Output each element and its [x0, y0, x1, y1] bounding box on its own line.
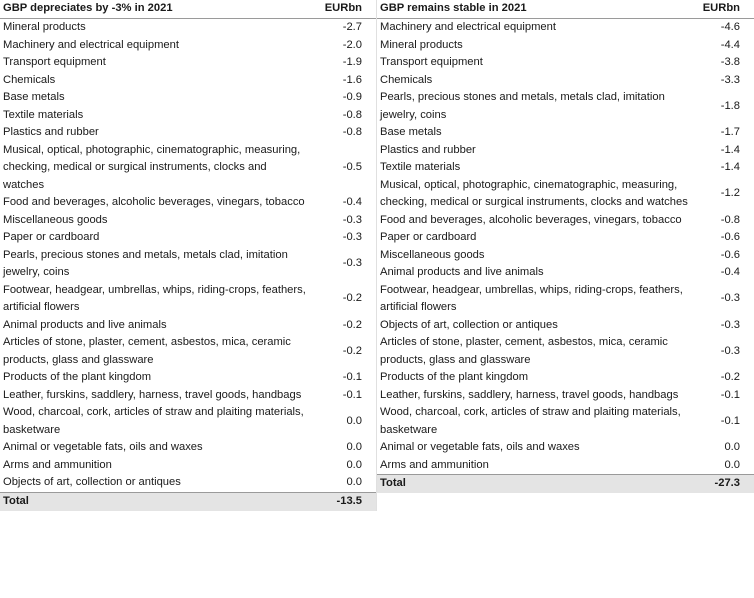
table-row	[0, 387, 376, 405]
row-value: -0.2	[342, 292, 362, 305]
right-panel	[377, 0, 754, 511]
table-row	[0, 212, 376, 230]
row-label: Leather, furskins, saddlery, harness, travel goods, handbags	[3, 388, 302, 401]
row-value: -0.6	[720, 231, 740, 243]
table-row	[377, 124, 754, 142]
row-value: -0.3	[720, 344, 740, 357]
row-label: Footwear, headgear, umbrellas, whips, riding-crops, feathers, artificial flowers	[380, 283, 683, 313]
row-label: Products of the plant kingdom	[380, 371, 529, 383]
row-value: -0.6	[720, 248, 740, 261]
row-value: -0.3	[342, 213, 362, 226]
table-row	[0, 19, 376, 37]
table-row	[0, 229, 376, 247]
row-label: Wood, charcoal, cork, articles of straw and plaiting materials, basketware	[380, 406, 681, 436]
table-row	[0, 247, 376, 282]
row-label: Machinery and electrical equipment	[3, 38, 179, 51]
row-label: Base metals	[3, 91, 65, 103]
row-value: -0.2	[342, 318, 362, 331]
table-row	[377, 404, 754, 439]
row-value: -0.3	[720, 318, 740, 331]
row-value: -0.2	[342, 344, 362, 357]
row-value: -0.1	[342, 371, 362, 383]
row-label: Articles of stone, plaster, cement, asbestos, mica, ceramic products, glass and glassware	[3, 336, 291, 366]
table-row	[377, 37, 754, 55]
table-row	[0, 474, 376, 492]
row-label: Plastics and rubber	[3, 126, 99, 138]
table-row	[0, 194, 376, 212]
row-label: Musical, optical, photographic, cinematographic, measuring, checking, medical or surgical instruments, clocks and watches	[380, 178, 688, 208]
row-label: Leather, furskins, saddlery, harness, travel goods, handbags	[380, 388, 679, 401]
row-label: Transport equipment	[380, 56, 483, 68]
total-value: -27.3	[691, 475, 754, 494]
table-row	[377, 19, 754, 37]
row-value: -0.8	[342, 126, 362, 138]
row-value: -0.8	[720, 213, 740, 226]
table-row	[0, 107, 376, 125]
table-row	[0, 317, 376, 335]
table-row	[377, 317, 754, 335]
row-label: Transport equipment	[3, 56, 106, 68]
row-value: -0.5	[342, 161, 362, 173]
table-row	[377, 369, 754, 387]
row-label: Musical, optical, photographic, cinematographic, measuring, checking, medical or surgical instruments, clocks and watches	[3, 143, 301, 191]
left-table-title: GBP depreciates by -3% in 2021	[0, 0, 313, 19]
row-value: -1.9	[342, 56, 362, 68]
row-value: -0.3	[342, 257, 362, 270]
row-label: Pearls, precious stones and metals, metals clad, imitation jewelry, coins	[3, 248, 288, 278]
table-row	[0, 142, 376, 195]
total-row	[0, 492, 376, 511]
row-value: 0.0	[724, 458, 740, 471]
row-value: -2.0	[342, 38, 362, 51]
table-row	[377, 89, 754, 124]
row-label: Arms and ammunition	[3, 458, 112, 471]
left-unit-header: EURbn	[313, 0, 376, 19]
table-row	[0, 37, 376, 55]
right-unit-header: EURbn	[691, 0, 754, 19]
row-value: -2.7	[342, 21, 362, 33]
row-value: -0.8	[342, 108, 362, 121]
row-value: -3.3	[720, 73, 740, 86]
row-label: Mineral products	[3, 21, 86, 33]
row-value: -1.8	[720, 99, 740, 112]
row-label: Products of the plant kingdom	[3, 371, 152, 383]
table-row	[377, 457, 754, 475]
table-row	[0, 89, 376, 107]
row-label: Textile materials	[3, 108, 84, 121]
table-row	[377, 229, 754, 247]
table-row	[377, 177, 754, 212]
row-value: -1.6	[342, 73, 362, 86]
row-label: Machinery and electrical equipment	[380, 21, 556, 33]
row-value: -0.4	[720, 266, 740, 278]
row-value: -4.4	[720, 38, 740, 51]
row-value: 0.0	[724, 441, 740, 453]
row-value: 0.0	[346, 458, 362, 471]
total-value: -13.5	[313, 492, 376, 511]
row-label: Miscellaneous goods	[3, 213, 108, 226]
table-row	[0, 124, 376, 142]
row-label: Food and beverages, alcoholic beverages, vinegars, tobacco	[380, 213, 682, 226]
row-value: -1.4	[720, 161, 740, 173]
row-label: Base metals	[380, 126, 442, 138]
row-value: 0.0	[346, 476, 362, 488]
right-header-row	[377, 0, 754, 19]
table-row	[377, 142, 754, 160]
row-value: -0.3	[720, 292, 740, 305]
left-panel	[0, 0, 377, 511]
row-label: Objects of art, collection or antiques	[380, 318, 558, 331]
total-row	[377, 475, 754, 494]
table-row	[377, 282, 754, 317]
row-value: -3.8	[720, 56, 740, 68]
row-label: Animal products and live animals	[3, 318, 167, 331]
row-label: Paper or cardboard	[380, 231, 477, 243]
table-row	[0, 72, 376, 90]
row-label: Objects of art, collection or antiques	[3, 476, 181, 488]
row-label: Plastics and rubber	[380, 143, 476, 156]
row-label: Food and beverages, alcoholic beverages, vinegars, tobacco	[3, 196, 305, 208]
left-table-body	[0, 19, 376, 511]
table-row	[377, 439, 754, 457]
right-table-body	[377, 19, 754, 494]
left-table	[0, 0, 376, 511]
row-label: Textile materials	[380, 161, 461, 173]
table-row	[0, 404, 376, 439]
row-label: Chemicals	[3, 73, 56, 86]
table-row	[377, 247, 754, 265]
row-label: Animal products and live animals	[380, 266, 544, 278]
total-label: Total	[377, 475, 691, 494]
row-value: -0.3	[342, 231, 362, 243]
row-label: Mineral products	[380, 38, 463, 51]
row-label: Articles of stone, plaster, cement, asbestos, mica, ceramic products, glass and glassware	[380, 336, 668, 366]
table-row	[377, 264, 754, 282]
table-row	[377, 54, 754, 72]
table-row	[0, 457, 376, 475]
row-value: -0.4	[342, 196, 362, 208]
row-label: Arms and ammunition	[380, 458, 489, 471]
row-value: 0.0	[346, 441, 362, 453]
row-value: -0.2	[720, 371, 740, 383]
row-value: -0.1	[720, 388, 740, 401]
row-value: -0.1	[720, 414, 740, 427]
table-row	[0, 54, 376, 72]
row-label: Pearls, precious stones and metals, metals clad, imitation jewelry, coins	[380, 91, 665, 121]
table-row	[0, 439, 376, 457]
table-row	[377, 334, 754, 369]
left-header-row	[0, 0, 376, 19]
row-label: Footwear, headgear, umbrellas, whips, riding-crops, feathers, artificial flowers	[3, 283, 306, 313]
total-label: Total	[0, 492, 313, 511]
row-label: Animal or vegetable fats, oils and waxes	[3, 441, 203, 453]
table-row	[0, 282, 376, 317]
row-value: -0.1	[342, 388, 362, 401]
right-table-title: GBP remains stable in 2021	[377, 0, 691, 19]
table-row	[0, 334, 376, 369]
row-value: -1.4	[720, 143, 740, 156]
row-value: -1.7	[720, 126, 740, 138]
row-label: Chemicals	[380, 73, 433, 86]
table-row	[377, 387, 754, 405]
row-label: Wood, charcoal, cork, articles of straw and plaiting materials, basketware	[3, 406, 304, 436]
table-row	[377, 212, 754, 230]
table-row	[377, 72, 754, 90]
row-label: Animal or vegetable fats, oils and waxes	[380, 441, 580, 453]
table-row	[0, 369, 376, 387]
row-value: -1.2	[720, 187, 740, 200]
row-value: -0.9	[342, 91, 362, 103]
row-value: 0.0	[346, 414, 362, 427]
row-label: Miscellaneous goods	[380, 248, 485, 261]
right-table	[377, 0, 754, 493]
table-row	[377, 159, 754, 177]
row-label: Paper or cardboard	[3, 231, 100, 243]
row-value: -4.6	[720, 21, 740, 33]
